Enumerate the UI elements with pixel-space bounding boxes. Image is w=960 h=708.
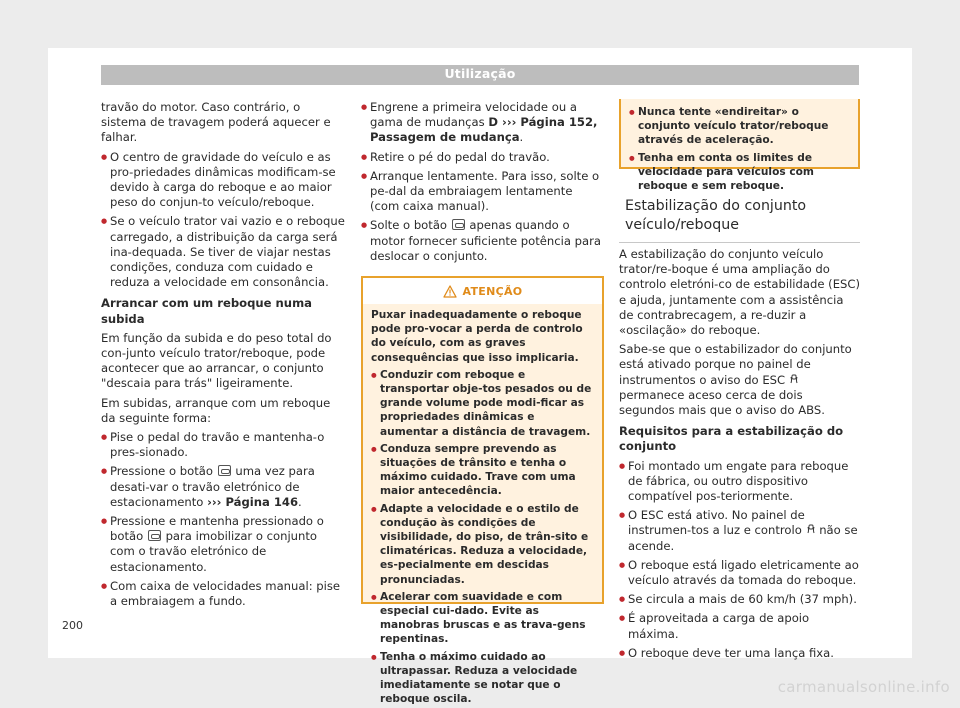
list-item: ● O reboque está ligado eletricamente ao veículo através da tomada do reboque.: [619, 558, 860, 588]
paragraph: [619, 342, 860, 418]
list-item: [101, 514, 345, 575]
section-title: Estabilização do conjunto veículo/reboque: [619, 197, 860, 243]
warning-item: ● Tenha o máximo cuidado ao ultrapassar. Reduza a velocidade imediatamente se notar que o reboque oscila.: [371, 650, 595, 707]
list-item: ● O reboque deve ter uma lança fixa.: [619, 646, 860, 661]
subheading-uphill-start: Arrancar com um reboque numa subida: [101, 296, 312, 326]
list-item: ● Com caixa de velocidades manual: pise a embraiagem a fundo.: [101, 579, 345, 609]
warning-item: ● Acelerar com suavidade e com especial cui-dado. Evite as manobras bruscas e as trava-gens repentinas.: [371, 590, 595, 647]
parking-brake-button-icon: [218, 465, 231, 476]
paragraph-text: Sabe-se que o estabilizador do conjunto está ativado porque no painel de instrumentos o aviso do ESC: [619, 342, 852, 387]
warning-box: [361, 276, 604, 706]
page-reference-link[interactable]: D ››› Página 152, Passagem de mudança: [370, 115, 598, 145]
page-header: [101, 65, 859, 85]
warning-header: [363, 278, 602, 304]
list-item: ● O centro de gravidade do veículo e as pro-priedades dinâmicas modificam-se devido à carga do reboque e ao maior peso do conjun-to veículo/reboque.: [101, 150, 345, 211]
list-item-text: Solte o botão: [370, 218, 448, 233]
warning-item: ● Conduza sempre prevendo as situações de trânsito e tenha o máximo cuidado. Trave com uma maior antecedência.: [371, 442, 595, 499]
list-item: [361, 218, 605, 264]
list-item-text: não se acende.: [628, 523, 858, 553]
list-item-text: apenas quando o motor fornecer suficiente potência para deslocar o conjunto.: [370, 218, 601, 263]
watermark: carmanualsonline.info: [777, 678, 950, 696]
esc-warning-icon: [789, 374, 799, 385]
esc-warning-icon: [806, 524, 816, 535]
warning-item: ● Nunca tente «endireitar» o conjunto veículo trator/reboque através de aceleração.: [629, 105, 851, 148]
page-reference-link[interactable]: ››› Página 146: [207, 494, 299, 509]
subheading-requirements: Requisitos para a estabilização do conjunto: [619, 424, 844, 454]
list-item-text: .: [298, 494, 302, 509]
page-number: 200: [62, 619, 83, 632]
list-item: ● Retire o pé do pedal do travão.: [361, 150, 605, 165]
list-item: ● Se circula a mais de 60 km/h (37 mph).: [619, 592, 860, 607]
list-item: ● Foi montado um engate para reboque de fábrica, ou outro dispositivo compatível pos-teriormente.: [619, 459, 860, 505]
list-item: ● Pise o pedal do travão e mantenha-o pres-sionado.: [101, 430, 345, 460]
warning-item: ● Tenha em conta os limites de velocidade para veículos com reboque e sem reboque.: [629, 151, 851, 194]
column-left: [101, 100, 345, 613]
paragraph: travão do motor. Caso contrário, o sistema de travagem poderá aquecer e falhar.: [101, 100, 331, 145]
list-item-text: Pressione o botão: [110, 464, 213, 479]
warning-item: ● Adapte a velocidade e o estilo de condução às condições de visibilidade, do piso, de trân-sito e climatéricas. Reduza a velocidade, es-pecialmente em descidas pronunciadas.: [371, 502, 595, 587]
warning-item: ● Conduzir com reboque e transportar obje-tos pesados ou de grande volume pode modi-ficar as propriedades dinâmicas e aumentar a distância de travagem.: [371, 368, 595, 439]
list-item: [619, 508, 860, 554]
paragraph: Em função da subida e do peso total do con-junto veículo trator/reboque, pode acontecer que ao arrancar, o conjunto "descaia para trás" ligeiramente.: [101, 330, 332, 391]
header-title: Utilização: [444, 66, 516, 81]
list-item: ● É aproveitada a carga de apoio máxima.: [619, 611, 860, 641]
paragraph: Em subidas, arranque com um reboque da seguinte forma:: [101, 395, 331, 425]
column-right: [619, 247, 860, 665]
paragraph-text: permanece aceso cerca de dois segundos mais que o aviso do ABS.: [619, 387, 825, 418]
list-item: ● Se o veículo trator vai vazio e o reboque carregado, a distribuição da carga será ina-dequada. Se tiver de viajar nestas condições, conduza com cuidado e reduza a velocidade em consonância.: [101, 214, 345, 290]
warning-title: ATENÇÃO: [462, 284, 523, 298]
list-item: [101, 464, 345, 510]
warning-intro: Puxar inadequadamente o reboque pode pro-vocar a perda de controlo do veículo, com as graves consequências que isso implicaria.: [371, 309, 583, 364]
list-item: ● Arranque lentamente. Para isso, solte o pe-dal da embraiagem lentamente (com caixa manual).: [361, 169, 605, 215]
warning-body: [363, 304, 602, 706]
list-item-text: para imobilizar o conjunto com o travão eletrónico de estacionamento.: [110, 529, 318, 574]
list-item-text: uma vez para desati-var o travão eletrónico de estacionamento: [110, 464, 315, 509]
list-item: [361, 100, 605, 146]
list-item-text: Engrene a primeira velocidade ou a gama de mudanças: [370, 100, 577, 130]
parking-brake-button-icon: [148, 530, 161, 541]
warning-triangle-icon: [443, 285, 457, 298]
parking-brake-button-icon: [452, 219, 465, 230]
list-item-text: Pressione e mantenha pressionado o botão: [110, 514, 324, 544]
paragraph: A estabilização do conjunto veículo trator/re-boque é uma ampliação do controlo eletróni-co de estabilidade (ESC) e ajuda, juntamente com a assistência de contrabrecagem, a re-duzir a «oscilação» do reboque.: [619, 247, 861, 338]
list-item-text: .: [519, 130, 524, 145]
list-item-text: O ESC está ativo. No painel de instrumen-tos a luz e controlo: [628, 508, 805, 538]
column-middle: [361, 100, 605, 268]
warning-continuation-box: [619, 99, 860, 193]
